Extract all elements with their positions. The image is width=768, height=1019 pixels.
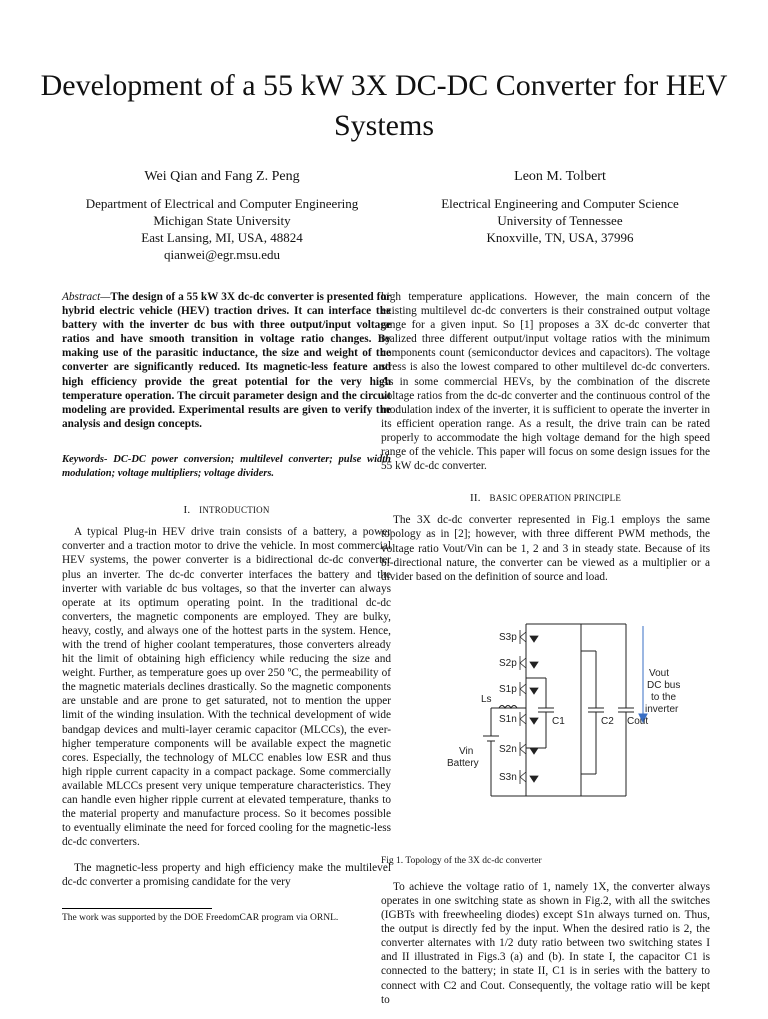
footnote-rule [62,908,212,909]
label-vout: Vout [649,667,670,679]
left-column [62,290,391,902]
author-names-right: Leon M. Tolbert [514,169,606,184]
keywords-text: DC-DC power conversion; multilevel converter; pulse width modulation; voltage multipliers; voltage dividers. [62,453,391,480]
right-paragraph-2: The 3X dc-dc converter represented in Fig.1 employs the same topology as in [2]; however, with three different PWM methods, the voltage ratio Vout/Vin can be 1, 2 and 3 in steady state. Because of its bi-directional nature, the converter can be viewed as a multiplier or a divider based on the definition of source and load. [381,514,710,583]
section-number: I. [183,504,191,517]
label-s2p: S2p [499,657,517,669]
authors-left [62,168,382,263]
affiliation-line: Department of Electrical and Computer Engineering [85,196,359,211]
section-heading-basic-operation [381,491,710,505]
label-battery: Battery [447,757,479,769]
label-ls: Ls [481,693,492,705]
label-to-the: to the [651,691,677,703]
section-heading-introduction [62,503,391,517]
label-c2: C2 [601,715,614,727]
label-s2n: S2n [499,743,517,755]
label-c1: C1 [552,715,565,727]
right-column [381,290,710,1019]
affiliation-line: Electrical Engineering and Computer Science [441,196,679,211]
right-paragraph-1: high temperature applications. However, the main concern of the existing multilevel dc-dc converters is their constrained output voltage range for a given input. So [1] proposes a 3X dc-dc converter that realized three different output/input voltage ratios with the minimum components count (semiconductor devices and capacitors). The voltage stress is also the lowest compared to other multilevel dc-dc converters. As in some commercial HEVs, by the combination of the discrete voltage ratios from the dc-dc converter and the continuous control of the modulation index of the inverter, it is sufficient to operate the inverter in its efficient operation range. As a result, the drive train can be rated properly to accommodate the high voltage demand for the high speed range of the vehicle. This paper will focus on some design issues for the 55 kW dc-dc converter. [381,291,710,473]
label-s3p: S3p [499,631,517,643]
footnote-text: The work was supported by the DOE FreedomCAR program via ORNL. [62,913,339,923]
intro-paragraph-1: A typical Plug-in HEV drive train consists of a battery, a power converter and a traction motor to drive the vehicle. In most commercial HEV systems, the power converter is a bidirectional dc-dc converter plus an inverter. The dc-dc converter interfaces the battery and the inverter with variable dc bus voltages, so that the inverter can always operate at its optimum operating point. In the traditional dc-dc converters, the magnetic components are employed. They are bulky, heavy, costly, and always one of the hottest parts in the system. Hence, with the trend of higher coolant temperatures, those converters already hit the limit of obtaining high efficiency while reducing the size and weight. Further, as temperature goes up over 250 ºC, the permeability of the magnetic materials declines drastically. So the magnetic components are unstable and are prone to get saturated, not to mention the upper limit of the winding insulation. With the technical development of wide bandgap devices and multi-layer ceramic capacitor (MLCCs), the ever-higher temperature components will be available expect the magnetic cores. Especially, the technology of MLCC enables low ESR and thus high ripple current capacity in a compact package. Some commercially available MLCCs present very unique temperature characteristics. They can handle even higher ripple current at elevated temperature, thanks to the material property and manufacture process. So it becomes possible to eventually eliminate the need for forced cooling for the magnetic-less dc-dc converters. [62,526,391,849]
figure-caption: Fig 1. Topology of the 3X dc-dc converter [381,855,542,866]
paper-title: Development of a 55 kW 3X DC-DC Converter for HEV Systems [40,69,728,142]
keywords-label: Keywords- [62,453,108,465]
abstract: Abstract—The design of a 55 kW 3X dc-dc converter is presented for hybrid electric vehicle (HEV) traction drives. It can interface the battery with the inverter dc bus with three output/input voltage ratios and have smooth transition in voltage ratio changes. By making use of the parasitic inductance, the size and weight of the converter are significantly reduced. Its magnetic-less feature and high efficiency provide the great potential for the very high temperature operation. The circuit parameter design and the circuit modeling are provided. Experimental results are given to verify the analysis and design concepts. [62,291,391,430]
author-email: qianwei@egr.msu.edu [164,247,280,262]
abstract-label: Abstract [62,291,101,303]
figure-topology [381,596,710,846]
label-s1n: S1n [499,713,517,725]
label-cout: Cout [627,715,649,727]
section-title: BASIC OPERATION PRINCIPLE [489,493,622,504]
affiliation-line: University of Tennessee [497,213,623,228]
label-vin: Vin [459,745,474,757]
section-title: INTRODUCTION [199,505,270,516]
affiliation-line: Michigan State University [153,213,291,228]
circuit-diagram [381,596,710,846]
label-s1p: S1p [499,683,517,695]
label-dc-bus: DC bus [647,679,681,691]
footnote [62,908,391,923]
authors-right [400,168,720,246]
right-paragraph-3: To achieve the voltage ratio of 1, namely 1X, the converter always operates in one switching state as shown in Fig.2, with all the switches (IGBTs with freewheeling diodes) except S1n always turned on. Thus, the output is directly fed by the input. When the desired ratio is 2, the converter alternates with 1/2 duty ratio between two switching states I and II illustrated in Figs.3 (a) and (b). In state I, the capacitor C1 is connected to the battery; in state II, C1 is in series with the battery to connect with C2 and Cout. Consequently, the voltage ratio will be kept to [381,880,710,1006]
abstract-text: The design of a 55 kW 3X dc-dc converter is presented for hybrid electric vehicle (HEV) traction drives. It can interface the battery with the inverter dc bus with three output/input voltage ratios and have smooth transition in voltage ratio changes. By making use of the parasitic inductance, the size and weight of the converter are significantly reduced. Its magnetic-less feature and high efficiency provide the great potential for the very high temperature operation. The circuit parameter design and the circuit modeling are provided. Experimental results are given to verify the analysis and design concepts. [62,291,391,430]
label-s3n: S3n [499,771,517,783]
switch-s3p [520,630,538,644]
section-number: II. [469,492,481,505]
keywords [62,453,391,481]
intro-paragraph-2: The magnetic-less property and high efficiency make the multilevel dc-dc converter a promising candidate for the very [62,862,391,889]
affiliation-line: East Lansing, MI, USA, 48824 [141,230,303,245]
affiliation-line: Knoxville, TN, USA, 37996 [486,230,634,245]
label-inverter: inverter [645,703,679,715]
author-names-left: Wei Qian and Fang Z. Peng [144,169,300,184]
